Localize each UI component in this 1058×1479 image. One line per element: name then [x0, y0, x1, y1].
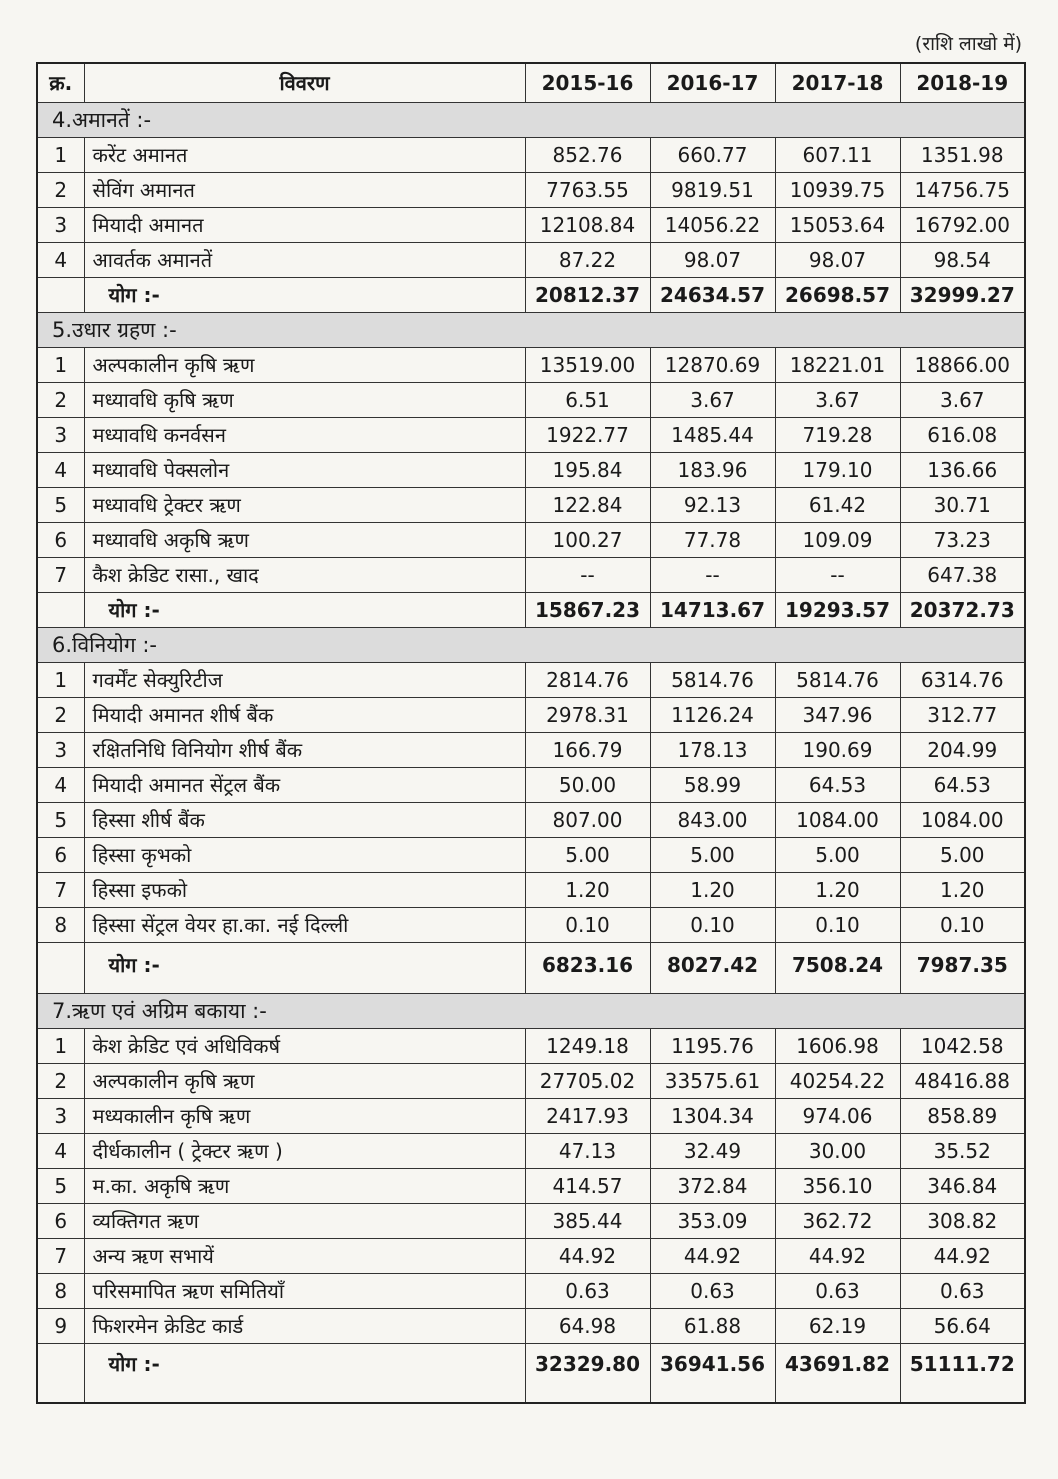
row-serial: 1 [37, 348, 84, 383]
table-row [37, 348, 1025, 383]
row-value: 13519.00 [525, 348, 650, 383]
section-title: 4.अमानतें :- [37, 103, 1025, 138]
row-value: 1126.24 [650, 698, 775, 733]
row-value: 362.72 [775, 1204, 900, 1239]
row-value: 9819.51 [650, 173, 775, 208]
row-value: 5814.76 [650, 663, 775, 698]
row-value: 3.67 [650, 383, 775, 418]
table-row [37, 663, 1025, 698]
row-value: -- [525, 558, 650, 593]
row-value: 122.84 [525, 488, 650, 523]
row-value: 56.64 [900, 1309, 1025, 1344]
row-value: 64.98 [525, 1309, 650, 1344]
section-title: 5.उधार ग्रहण :- [37, 313, 1025, 348]
total-serial-empty [37, 943, 84, 994]
header-row [37, 63, 1025, 103]
row-serial: 6 [37, 523, 84, 558]
row-value: 0.10 [900, 908, 1025, 943]
row-value: 372.84 [650, 1169, 775, 1204]
table-row [37, 1274, 1025, 1309]
row-serial: 1 [37, 1029, 84, 1064]
row-serial: 5 [37, 803, 84, 838]
row-value: 10939.75 [775, 173, 900, 208]
row-description: मध्यावधि अकृषि ऋण [84, 523, 525, 558]
row-description: मध्यावधि कृषि ऋण [84, 383, 525, 418]
row-serial: 1 [37, 138, 84, 173]
row-value: 1084.00 [900, 803, 1025, 838]
row-value: 0.63 [900, 1274, 1025, 1309]
row-serial: 3 [37, 733, 84, 768]
row-serial: 7 [37, 873, 84, 908]
row-value: 92.13 [650, 488, 775, 523]
row-value: 5.00 [775, 838, 900, 873]
row-value: 5.00 [900, 838, 1025, 873]
row-value: 35.52 [900, 1134, 1025, 1169]
row-value: 18221.01 [775, 348, 900, 383]
row-value: 87.22 [525, 243, 650, 278]
total-value: 20812.37 [525, 278, 650, 313]
section-header-row [37, 313, 1025, 348]
row-description: सेविंग अमानत [84, 173, 525, 208]
row-description: परिसमापित ऋण समितियाँ [84, 1274, 525, 1309]
row-description: म.का. अकृषि ऋण [84, 1169, 525, 1204]
row-value: 356.10 [775, 1169, 900, 1204]
row-serial: 8 [37, 908, 84, 943]
row-value: 32.49 [650, 1134, 775, 1169]
row-value: 347.96 [775, 698, 900, 733]
row-value: 44.92 [900, 1239, 1025, 1274]
row-value: 1249.18 [525, 1029, 650, 1064]
row-value: 660.77 [650, 138, 775, 173]
row-value: 807.00 [525, 803, 650, 838]
row-value: 27705.02 [525, 1064, 650, 1099]
total-row [37, 1344, 1025, 1404]
total-value: 7508.24 [775, 943, 900, 994]
row-value: 14056.22 [650, 208, 775, 243]
row-value: 0.63 [525, 1274, 650, 1309]
row-value: 1042.58 [900, 1029, 1025, 1064]
row-value: 312.77 [900, 698, 1025, 733]
total-row [37, 278, 1025, 313]
row-value: -- [650, 558, 775, 593]
row-value: 1922.77 [525, 418, 650, 453]
row-value: 0.10 [650, 908, 775, 943]
row-value: 6.51 [525, 383, 650, 418]
table-row [37, 908, 1025, 943]
row-value: 5814.76 [775, 663, 900, 698]
table-row [37, 698, 1025, 733]
row-description: फिशरमेन क्रेडिट कार्ड [84, 1309, 525, 1344]
row-value: 183.96 [650, 453, 775, 488]
row-value: 974.06 [775, 1099, 900, 1134]
row-description: मध्यकालीन कृषि ऋण [84, 1099, 525, 1134]
row-serial: 6 [37, 838, 84, 873]
row-value: 852.76 [525, 138, 650, 173]
unit-note: (राशि लाखो में) [914, 33, 1022, 55]
table-row [37, 1169, 1025, 1204]
row-value: -- [775, 558, 900, 593]
header-description: विवरण [84, 63, 525, 103]
row-value: 166.79 [525, 733, 650, 768]
row-description: हिस्सा सेंट्रल वेयर हा.का. नई दिल्ली [84, 908, 525, 943]
row-value: 40254.22 [775, 1064, 900, 1099]
row-value: 843.00 [650, 803, 775, 838]
row-description: अल्पकालीन कृषि ऋण [84, 348, 525, 383]
row-description: हिस्सा कृभको [84, 838, 525, 873]
row-value: 179.10 [775, 453, 900, 488]
row-value: 719.28 [775, 418, 900, 453]
table-row [37, 1134, 1025, 1169]
total-row [37, 943, 1025, 994]
row-value: 58.99 [650, 768, 775, 803]
financial-table [36, 62, 1026, 1404]
row-description: हिस्सा शीर्ष बैंक [84, 803, 525, 838]
total-value: 14713.67 [650, 593, 775, 628]
table-row [37, 1239, 1025, 1274]
row-value: 5.00 [650, 838, 775, 873]
total-label: योग :- [84, 278, 525, 313]
row-value: 1084.00 [775, 803, 900, 838]
row-value: 30.71 [900, 488, 1025, 523]
row-value: 0.63 [775, 1274, 900, 1309]
row-value: 15053.64 [775, 208, 900, 243]
total-value: 26698.57 [775, 278, 900, 313]
total-row [37, 593, 1025, 628]
total-value: 8027.42 [650, 943, 775, 994]
row-value: 616.08 [900, 418, 1025, 453]
row-serial: 9 [37, 1309, 84, 1344]
table-row [37, 243, 1025, 278]
row-description: दीर्धकालीन ( ट्रेक्टर ऋण ) [84, 1134, 525, 1169]
row-serial: 3 [37, 208, 84, 243]
row-value: 346.84 [900, 1169, 1025, 1204]
table-row [37, 1099, 1025, 1134]
total-label: योग :- [84, 593, 525, 628]
row-serial: 3 [37, 1099, 84, 1134]
row-value: 1195.76 [650, 1029, 775, 1064]
section-title: 6.विनियोग :- [37, 628, 1025, 663]
row-description: अल्पकालीन कृषि ऋण [84, 1064, 525, 1099]
table-row [37, 1064, 1025, 1099]
row-serial: 7 [37, 1239, 84, 1274]
row-value: 44.92 [775, 1239, 900, 1274]
row-value: 48416.88 [900, 1064, 1025, 1099]
total-value: 7987.35 [900, 943, 1025, 994]
row-value: 98.07 [775, 243, 900, 278]
row-serial: 2 [37, 383, 84, 418]
row-value: 3.67 [775, 383, 900, 418]
total-value: 19293.57 [775, 593, 900, 628]
row-value: 14756.75 [900, 173, 1025, 208]
row-value: 100.27 [525, 523, 650, 558]
header-year: 2017-18 [775, 63, 900, 103]
row-value: 204.99 [900, 733, 1025, 768]
total-serial-empty [37, 278, 84, 313]
row-serial: 5 [37, 1169, 84, 1204]
row-value: 858.89 [900, 1099, 1025, 1134]
row-value: 0.10 [525, 908, 650, 943]
row-value: 7763.55 [525, 173, 650, 208]
table-row [37, 873, 1025, 908]
table-row [37, 838, 1025, 873]
section-header-row [37, 628, 1025, 663]
row-serial: 1 [37, 663, 84, 698]
row-value: 61.88 [650, 1309, 775, 1344]
total-value: 15867.23 [525, 593, 650, 628]
row-value: 30.00 [775, 1134, 900, 1169]
section-title: 7.ऋण एवं अग्रिम बकाया :- [37, 994, 1025, 1029]
table-row [37, 558, 1025, 593]
row-value: 50.00 [525, 768, 650, 803]
table-row [37, 768, 1025, 803]
row-serial: 2 [37, 1064, 84, 1099]
table-body [37, 103, 1025, 1404]
row-value: 1351.98 [900, 138, 1025, 173]
row-value: 1304.34 [650, 1099, 775, 1134]
total-value: 20372.73 [900, 593, 1025, 628]
row-serial: 5 [37, 488, 84, 523]
row-serial: 3 [37, 418, 84, 453]
row-serial: 4 [37, 243, 84, 278]
row-value: 98.07 [650, 243, 775, 278]
row-value: 61.42 [775, 488, 900, 523]
row-serial: 6 [37, 1204, 84, 1239]
row-description: मध्यावधि कनर्वसन [84, 418, 525, 453]
table-row [37, 1204, 1025, 1239]
table-row [37, 523, 1025, 558]
row-serial: 4 [37, 768, 84, 803]
header-year: 2016-17 [650, 63, 775, 103]
row-value: 195.84 [525, 453, 650, 488]
section-header-row [37, 103, 1025, 138]
row-description: कैश क्रेडिट रासा., खाद [84, 558, 525, 593]
row-value: 136.66 [900, 453, 1025, 488]
total-serial-empty [37, 1344, 84, 1404]
row-value: 1.20 [525, 873, 650, 908]
row-value: 77.78 [650, 523, 775, 558]
row-value: 308.82 [900, 1204, 1025, 1239]
table-row [37, 418, 1025, 453]
total-value: 43691.82 [775, 1344, 900, 1404]
row-value: 1485.44 [650, 418, 775, 453]
row-value: 44.92 [650, 1239, 775, 1274]
total-value: 24634.57 [650, 278, 775, 313]
row-value: 64.53 [900, 768, 1025, 803]
row-description: गवर्मेंट सेक्युरिटीज [84, 663, 525, 698]
total-value: 51111.72 [900, 1344, 1025, 1404]
row-value: 353.09 [650, 1204, 775, 1239]
row-value: 109.09 [775, 523, 900, 558]
total-value: 32329.80 [525, 1344, 650, 1404]
total-serial-empty [37, 593, 84, 628]
row-value: 1.20 [775, 873, 900, 908]
total-value: 36941.56 [650, 1344, 775, 1404]
row-value: 64.53 [775, 768, 900, 803]
row-value: 47.13 [525, 1134, 650, 1169]
row-value: 385.44 [525, 1204, 650, 1239]
total-value: 6823.16 [525, 943, 650, 994]
table-row [37, 138, 1025, 173]
row-description: मध्यावधि ट्रेक्टर ऋण [84, 488, 525, 523]
header-year: 2015-16 [525, 63, 650, 103]
row-description: अन्य ऋण सभायें [84, 1239, 525, 1274]
row-value: 3.67 [900, 383, 1025, 418]
row-description: आवर्तक अमानतें [84, 243, 525, 278]
row-value: 33575.61 [650, 1064, 775, 1099]
table-row [37, 383, 1025, 418]
row-value: 44.92 [525, 1239, 650, 1274]
row-description: मियादी अमानत सेंट्रल बैंक [84, 768, 525, 803]
row-value: 2814.76 [525, 663, 650, 698]
table-row [37, 733, 1025, 768]
row-value: 607.11 [775, 138, 900, 173]
row-description: केश क्रेडिट एवं अधिविकर्ष [84, 1029, 525, 1064]
row-value: 190.69 [775, 733, 900, 768]
row-value: 6314.76 [900, 663, 1025, 698]
row-description: मध्यावधि पेक्सलोन [84, 453, 525, 488]
table-row [37, 803, 1025, 838]
row-value: 1.20 [650, 873, 775, 908]
row-description: व्यक्तिगत ऋण [84, 1204, 525, 1239]
table-row [37, 208, 1025, 243]
row-description: मियादी अमानत शीर्ष बैंक [84, 698, 525, 733]
header-serial: क्र. [37, 63, 84, 103]
row-serial: 2 [37, 173, 84, 208]
section-header-row [37, 994, 1025, 1029]
row-value: 12870.69 [650, 348, 775, 383]
total-value: 32999.27 [900, 278, 1025, 313]
row-value: 62.19 [775, 1309, 900, 1344]
row-value: 98.54 [900, 243, 1025, 278]
row-value: 1.20 [900, 873, 1025, 908]
table-row [37, 488, 1025, 523]
row-description: रक्षितनिधि विनियोग शीर्ष बैंक [84, 733, 525, 768]
total-label: योग :- [84, 943, 525, 994]
row-value: 73.23 [900, 523, 1025, 558]
row-value: 647.38 [900, 558, 1025, 593]
row-serial: 2 [37, 698, 84, 733]
row-value: 0.63 [650, 1274, 775, 1309]
row-description: मियादी अमानत [84, 208, 525, 243]
table-row [37, 173, 1025, 208]
row-serial: 4 [37, 1134, 84, 1169]
row-serial: 7 [37, 558, 84, 593]
row-value: 2978.31 [525, 698, 650, 733]
table-row [37, 1029, 1025, 1064]
row-value: 1606.98 [775, 1029, 900, 1064]
row-value: 5.00 [525, 838, 650, 873]
row-description: करेंट अमानत [84, 138, 525, 173]
row-value: 16792.00 [900, 208, 1025, 243]
row-value: 0.10 [775, 908, 900, 943]
row-serial: 8 [37, 1274, 84, 1309]
row-value: 12108.84 [525, 208, 650, 243]
row-value: 178.13 [650, 733, 775, 768]
table-row [37, 453, 1025, 488]
row-value: 2417.93 [525, 1099, 650, 1134]
header-year: 2018-19 [900, 63, 1025, 103]
row-value: 414.57 [525, 1169, 650, 1204]
row-description: हिस्सा इफको [84, 873, 525, 908]
row-serial: 4 [37, 453, 84, 488]
total-label: योग :- [84, 1344, 525, 1404]
table-row [37, 1309, 1025, 1344]
row-value: 18866.00 [900, 348, 1025, 383]
